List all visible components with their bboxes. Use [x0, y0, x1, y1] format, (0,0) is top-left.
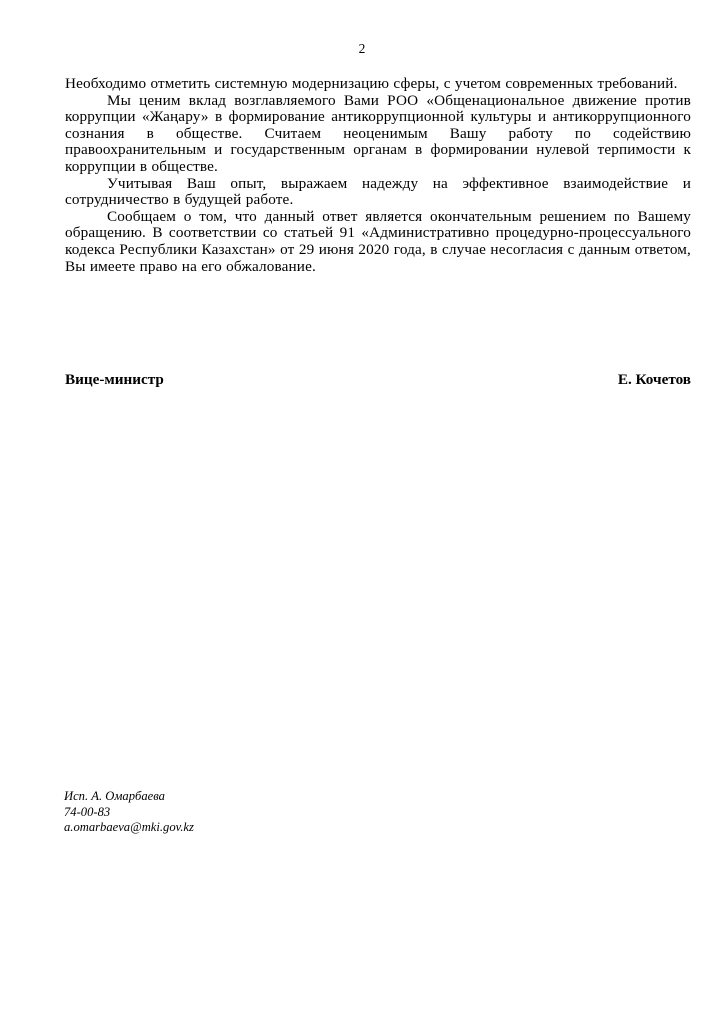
paragraph-2: Мы ценим вклад возглавляемого Вами РОО «Общенациональное движение против коррупции «Жаңару» в формирование антикоррупционной культуры и антикоррупционного сознания в обществе. Считаем неоценимым Вашу работу по содействию правоохранительным и государственным органам в формировании нулевой терпимости к коррупции в обществе.: [65, 91, 691, 175]
signatory-title: Вице-министр: [65, 371, 164, 388]
signature-block: [65, 371, 691, 389]
document-body: [65, 76, 691, 275]
page-number: 2: [358, 41, 366, 56]
executor-name: Исп. А. Омарбаева: [64, 789, 165, 803]
paragraph-3: Учитывая Ваш опыт, выражаем надежду на эффективное взаимодействие и сотрудничество в будущей работе.: [65, 174, 691, 209]
signatory-name: Е. Кочетов: [617, 371, 691, 388]
paragraph-4: Сообщаем о том, что данный ответ является окончательным решением по Вашему обращению. В соответствии со статьей 91 «Административно процедурно-процессуального кодекса Республики Казахстан» от 29 июня 2020 года, в случае несогласия с данным ответом, Вы имеете право на его обжалование.: [65, 207, 691, 275]
executor-block: [64, 789, 464, 836]
executor-phone: 74-00-83: [64, 804, 111, 819]
paragraph-1: Необходимо отметить системную модернизацию сферы, с учетом современных требований.: [65, 75, 678, 92]
executor-email: a.omarbaeva@mki.gov.kz: [64, 820, 194, 835]
